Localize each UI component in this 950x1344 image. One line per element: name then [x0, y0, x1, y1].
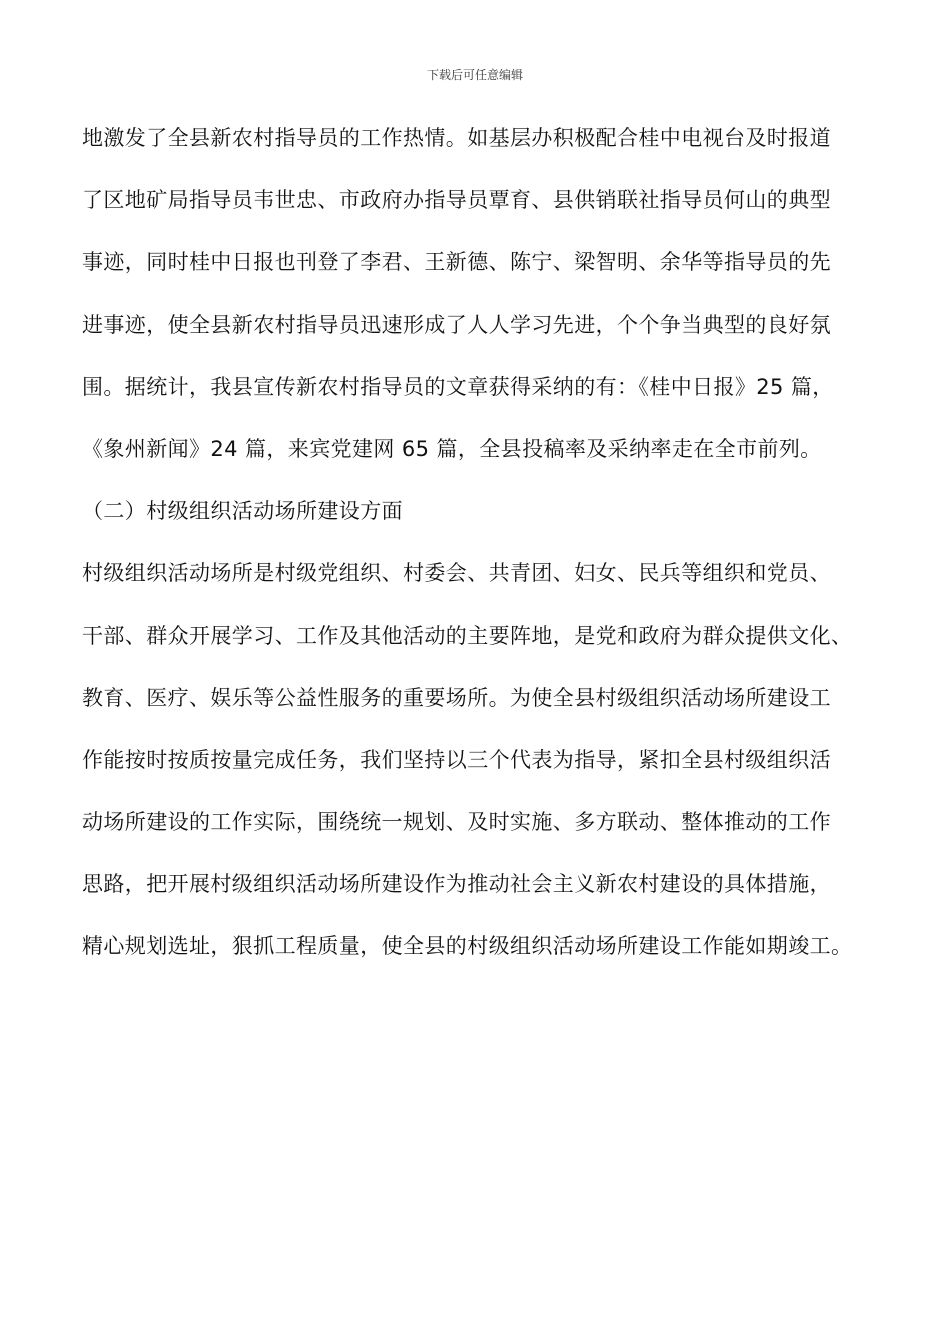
text-line: 动场所建设的工作实际，围绕统一规划、及时实施、多方联动、整体推动的工作: [82, 810, 831, 835]
text-line: 了区地矿局指导员韦世忠、市政府办指导员覃育、县供销联社指导员何山的典型: [82, 188, 831, 213]
header-note: 下载后可任意编辑: [426, 68, 523, 82]
text-line: 作能按时按质按量完成任务，我们坚持以三个代表为指导，紧扣全县村级组织活: [82, 747, 831, 772]
text-line: 精心规划选址，狠抓工程质量，使全县的村级组织活动场所建设工作能如期竣工。: [82, 934, 853, 959]
text-line: 围。据统计，我县宣传新农村指导员的文章获得采纳的有：《桂中日报》25 篇，: [82, 374, 834, 399]
section-heading: （二）村级组织活动场所建设方面: [82, 499, 403, 524]
text-line: 思路，把开展村级组织活动场所建设作为推动社会主义新农村建设的具体措施，: [82, 872, 831, 897]
text-line: 地激发了全县新农村指导员的工作热情。如基层办积极配合桂中电视台及时报道: [82, 126, 831, 150]
text-line: 干部、群众开展学习、工作及其他活动的主要阵地，是党和政府为群众提供文化、: [82, 623, 853, 648]
text-line: 事迹，同时桂中日报也刊登了李君、王新德、陈宁、梁智明、余华等指导员的先: [82, 250, 831, 275]
text-line: 进事迹，使全县新农村指导员迅速形成了人人学习先进，个个争当典型的良好氛: [82, 312, 831, 337]
body-text: [82, 116, 902, 987]
text-line: 《象州新闻》24 篇，来宾党建网 65 篇，全县投稿率及采纳率走在全市前列。: [82, 436, 822, 461]
text-line: 教育、医疗、娱乐等公益性服务的重要场所。为使全县村级组织活动场所建设工: [82, 685, 831, 710]
text-line: 村级组织活动场所是村级党组织、村委会、共青团、妇女、民兵等组织和党员、: [82, 561, 831, 586]
